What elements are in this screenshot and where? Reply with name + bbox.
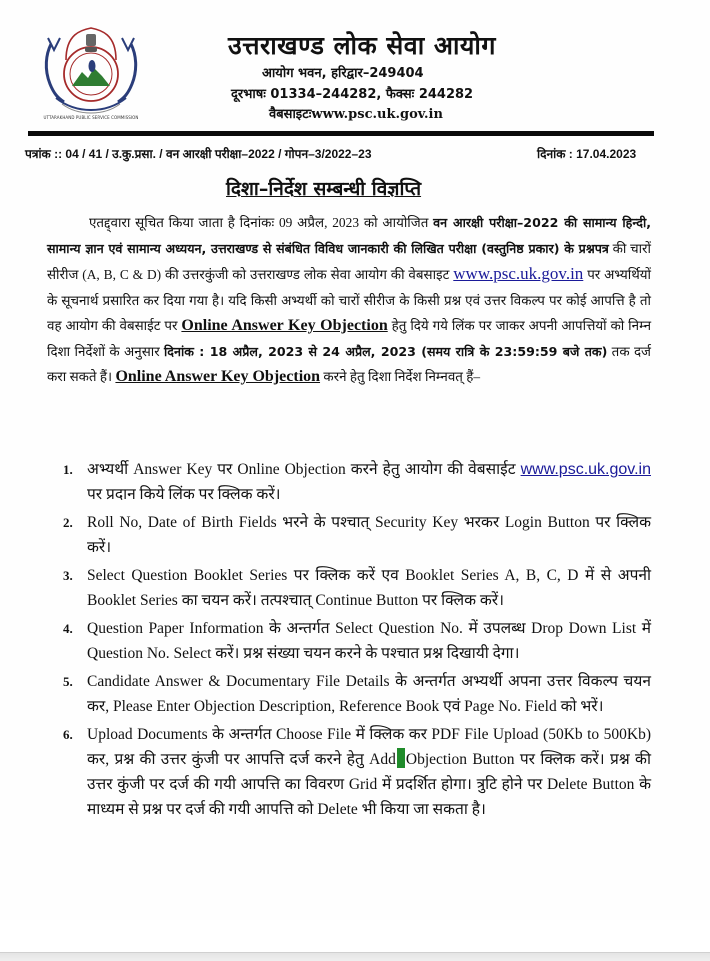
step-number: 6. xyxy=(63,727,73,742)
instruction-step xyxy=(53,669,651,719)
notice-title: दिशा–निर्देश सम्बन्धी विज्ञप्ति xyxy=(226,178,422,200)
online-answer-key-objection-link[interactable]: Online Answer Key Objection xyxy=(181,317,388,334)
commission-emblem-logo xyxy=(36,24,146,118)
step-text: Candidate Answer & Documentary File Details के अन्तर्गत अभ्यर्थी अपना उत्तर विकल्प चयन कर, Please Enter Objection Description, Reference Book एवं Page No. Field को भरें। xyxy=(87,673,651,715)
letter-reference-number: पत्रांक :: 04 / 41 / उ.कु.प्रसा. / वन आरक्षी परीक्षा–2022 / गोपन–3/2022–23 xyxy=(25,147,372,161)
online-answer-key-objection-link[interactable]: Online Answer Key Objection xyxy=(115,368,321,385)
website-link[interactable]: www.psc.uk.gov.in xyxy=(520,461,651,478)
step-number: 2. xyxy=(63,515,73,530)
exam-name-bold: वन आरक्षी परीक्षा–2022 की सामान्य हिन्दी, सामान्य ज्ञान एवं सामान्य अध्ययन, उत्तराखण्ड से संबंधित विविध जानकारी की लिखित परीक्षा (वस्तुनिष्ठ प्रकार) के प्रश्नपत्र xyxy=(47,215,651,256)
step-number: 3. xyxy=(63,568,73,583)
website-url: www.psc.uk.gov.in xyxy=(311,107,443,122)
organization-title: उत्तराखण्ड लोक सेवा आयोग xyxy=(228,31,496,60)
step-text: अभ्यर्थी Answer Key पर Online Objection करने हेतु आयोग की वेबसाईट xyxy=(87,461,521,478)
step-text: Objection Button पर क्लिक करें। प्रश्न की उत्तर कुंजी पर दर्ज की गयी आपत्ति का विवरण Grid में प्रदर्शित होगा। त्रुटि होने पर Delete Button के माध्यम से प्रश्न पर दर्ज की गयी आपत्ति को Delete भी किया जा सकता है। xyxy=(87,751,651,818)
intro-text: पर अभ्यर्थियों के सूचनार्थ प्रसारित कर दिया गया है। यदि किसी अभ्यर्थी को चारों सीरीज के किसी प्रश्न एवं उत्तर विकल्प पर कोई आपत्ति है तो वह आयोग की वेबसाईट पर xyxy=(47,267,651,333)
website-link[interactable]: www.psc.uk.gov.in xyxy=(453,264,584,283)
intro-text: एतद्द्वारा सूचित किया जाता है दिनांकः 09 अप्रैल, 2023 को आयोजित xyxy=(89,215,434,230)
objection-dates-bold: दिनांक : 18 अप्रैल, 2023 से 24 अप्रैल, 2023 (समय रात्रि के 23:59:59 बजे तक) xyxy=(164,343,608,359)
letter-date: दिनांक : 17.04.2023 xyxy=(537,147,637,161)
instruction-step xyxy=(53,563,651,613)
instruction-step xyxy=(53,510,651,560)
step-text: पर प्रदान किये लिंक पर क्लिक करें। xyxy=(87,486,281,503)
step-text: Roll No, Date of Birth Fields भरने के पश्चात् Security Key भरकर Login Button पर क्लिक करें। xyxy=(87,514,651,556)
phone-fax-line: दूरभाषः 01334–244282, फैक्सः 244282 xyxy=(231,87,474,102)
website-label: वैबसाइटः xyxy=(269,107,312,122)
step-number: 5. xyxy=(63,674,73,689)
intro-text: तक दर्ज करा सकते हैं। xyxy=(47,343,651,384)
step-text: Question Paper Information के अन्तर्गत Select Question No. में उपलब्ध Drop Down List में Question No. Select करें। प्रश्न संख्या चयन करने के पश्चात प्रश्न दिखायी देगा। xyxy=(87,620,651,662)
step-text: Select Question Booklet Series पर क्लिक करें एव Booklet Series A, B, C, D में से अपनी Booklet Series का चयन करें। तत्पश्चात् Continue Button पर क्लिक करें। xyxy=(87,567,651,609)
instruction-step xyxy=(53,457,651,507)
step-number: 1. xyxy=(63,462,73,477)
intro-paragraph xyxy=(47,210,651,390)
text-cursor-highlight xyxy=(397,748,405,768)
instruction-step xyxy=(53,722,651,822)
logo-caption: UTTARAKHAND PUBLIC SERVICE COMMISSION xyxy=(43,115,139,120)
header-divider xyxy=(28,131,654,136)
instruction-step xyxy=(53,616,651,666)
step-number: 4. xyxy=(63,621,73,636)
website-line xyxy=(269,104,443,122)
intro-text: हेतु दिये गये लिंक पर जाकर अपनी आपत्तियों को निम्न दिशा निर्देशों के अनुसार xyxy=(47,318,652,359)
intro-text: करने हेतु दिशा निर्देश निम्नवत् हैं– xyxy=(320,369,481,384)
step-text: Upload Documents के अन्तर्गत Choose File में क्लिक कर PDF File Upload (50Kb to 500Kb) कर, प्रश्न की उत्तर कुंजी पर आपत्ति दर्ज करने हेतु Add xyxy=(87,726,651,768)
instruction-list xyxy=(53,457,651,825)
address-line: आयोग भवन, हरिद्वार–249404 xyxy=(262,66,424,81)
intro-text: की चारों सीरीज (A, B, C & D) की उत्तरकुंजी को उत्तराखण्ड लोक सेवा आयोग की वेबसाइट xyxy=(47,240,651,282)
